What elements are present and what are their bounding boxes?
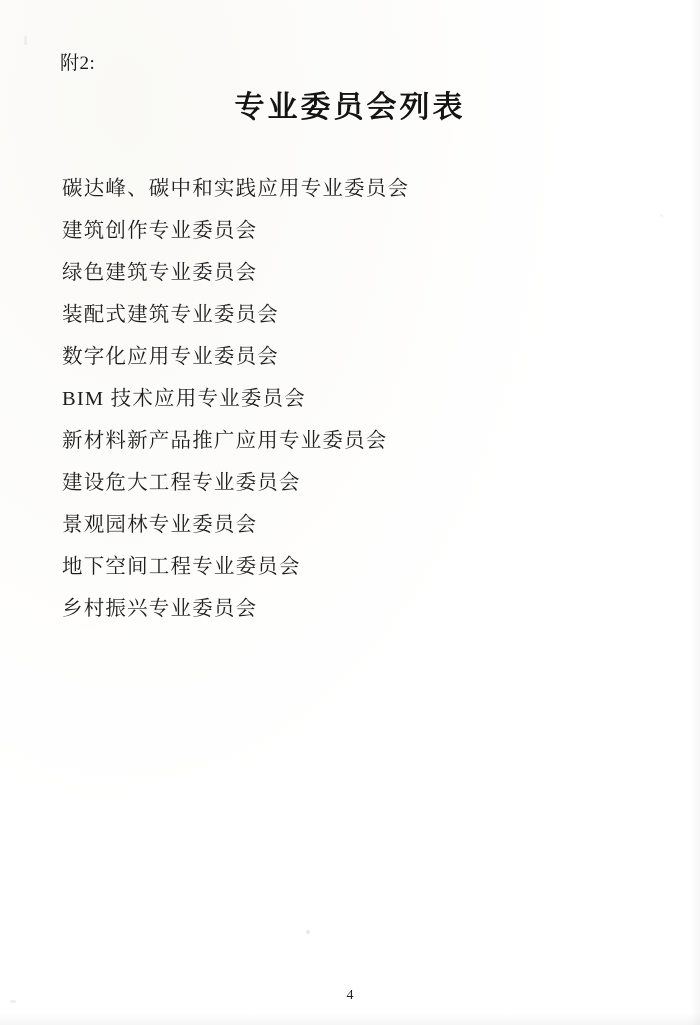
list-item: 建设危大工程专业委员会 xyxy=(62,472,301,494)
scan-speck xyxy=(24,36,27,45)
page-title: 专业委员会列表 xyxy=(234,91,466,124)
list-item: 装配式建筑专业委员会 xyxy=(62,304,279,326)
page-bottom-shadow xyxy=(0,1013,700,1025)
page-edge-shadow xyxy=(690,0,700,1025)
page-number: 4 xyxy=(346,988,354,1003)
list-item: 乡村振兴专业委员会 xyxy=(62,598,258,620)
scan-speck xyxy=(10,1000,16,1003)
list-item: 数字化应用专业委员会 xyxy=(62,346,279,368)
list-item: BIM 技术应用专业委员会 xyxy=(62,388,306,410)
scan-speck xyxy=(306,930,310,934)
attachment-label: 附2: xyxy=(60,53,96,74)
list-item: 新材料新产品推广应用专业委员会 xyxy=(62,430,388,452)
scan-speck xyxy=(660,214,663,217)
list-item: 建筑创作专业委员会 xyxy=(62,220,258,242)
list-item: 地下空间工程专业委员会 xyxy=(62,556,301,578)
committee-list xyxy=(62,168,642,630)
list-item: 碳达峰、碳中和实践应用专业委员会 xyxy=(62,178,410,200)
list-item: 绿色建筑专业委员会 xyxy=(62,262,258,284)
list-item: 景观园林专业委员会 xyxy=(62,514,258,536)
